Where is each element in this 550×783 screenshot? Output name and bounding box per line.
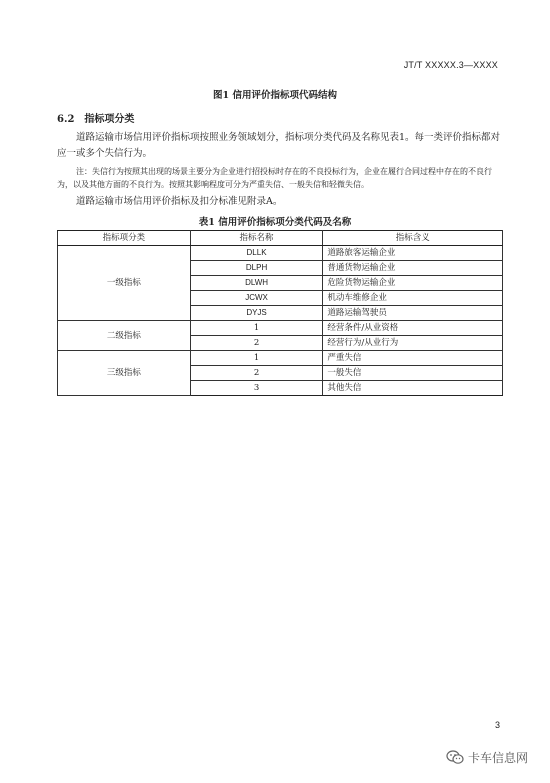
section-title: 指标项分类 xyxy=(84,114,135,125)
header-name: 指标名称 xyxy=(190,231,323,246)
header-category: 指标项分类 xyxy=(58,231,191,246)
group-label: 一级指标 xyxy=(58,246,191,321)
watermark-text: 卡车信息网 xyxy=(467,751,528,765)
indicator-name: DLLK xyxy=(190,246,323,261)
indicator-meaning: 危险货物运输企业 xyxy=(323,276,503,291)
indicator-meaning: 道路旅客运输企业 xyxy=(323,246,503,261)
indicator-meaning: 经营行为/从业行为 xyxy=(323,336,503,351)
indicator-name: 2 xyxy=(190,366,323,381)
indicator-name: 1 xyxy=(190,321,323,336)
indicator-name: 2 xyxy=(190,336,323,351)
section-number: 6.2 xyxy=(57,114,75,125)
indicator-name: DLPH xyxy=(190,261,323,276)
indicator-meaning: 一般失信 xyxy=(323,366,503,381)
table-header-row xyxy=(58,231,503,246)
note-text: 失信行为按照其出现的场景主要分为企业进行招投标时存在的不良投标行为，企业在履行合同过程中存在的不良行为，以及其他方面的不良行为。按照其影响程度可分为严重失信、一般失信和轻微失信。 xyxy=(57,167,492,189)
indicator-meaning: 机动车维修企业 xyxy=(323,291,503,306)
document-code: JT/T XXXXX.3—XXXX xyxy=(403,60,498,70)
indicator-meaning: 普通货物运输企业 xyxy=(323,261,503,276)
table-row xyxy=(58,321,503,336)
indicator-name: 1 xyxy=(190,351,323,366)
table-row xyxy=(58,351,503,366)
indicator-meaning: 道路运输驾驶员 xyxy=(323,306,503,321)
header-meaning: 指标含义 xyxy=(323,231,503,246)
indicator-name: DYJS xyxy=(190,306,323,321)
section-heading xyxy=(57,110,134,125)
wechat-icon xyxy=(446,750,464,765)
indicator-classification-table xyxy=(57,230,503,396)
paragraph-appendix-ref: 道路运输市场信用评价指标及扣分标准见附录A。 xyxy=(76,196,283,207)
note-block xyxy=(57,165,503,191)
table-row xyxy=(58,246,503,261)
indicator-name: 3 xyxy=(190,381,323,396)
paragraph-classification: 道路运输市场信用评价指标项按照业务领域划分，指标项分类代码及名称见表1。每一类评价指标都对应一或多个失信行为。 xyxy=(57,132,501,159)
indicator-name: DLWH xyxy=(190,276,323,291)
watermark xyxy=(446,749,528,766)
indicator-meaning: 其他失信 xyxy=(323,381,503,396)
group-label: 三级指标 xyxy=(58,351,191,396)
table-caption: 表1 信用评价指标项分类代码及名称 xyxy=(198,217,352,228)
indicator-meaning: 严重失信 xyxy=(323,351,503,366)
page-number: 3 xyxy=(494,720,500,730)
indicator-name: JCWX xyxy=(190,291,323,306)
note-label: 注： xyxy=(76,167,92,176)
figure-caption: 图1 信用评价指标项代码结构 xyxy=(213,90,337,101)
group-label: 二级指标 xyxy=(58,321,191,351)
indicator-meaning: 经营条件/从业资格 xyxy=(323,321,503,336)
